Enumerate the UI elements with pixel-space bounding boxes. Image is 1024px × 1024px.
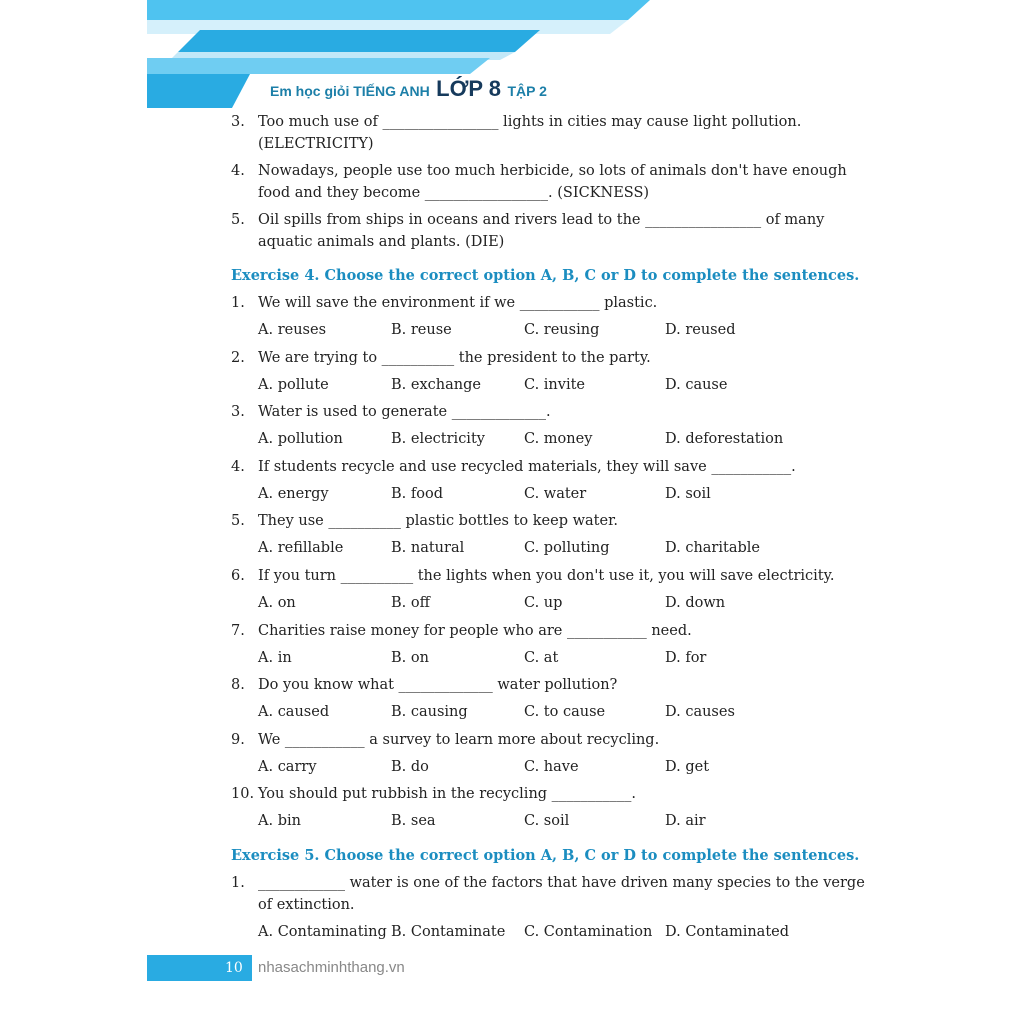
footer-website: nhasachminhthang.vn xyxy=(258,959,405,976)
option-a: A. pollution xyxy=(258,431,343,447)
option-d: D. soil xyxy=(665,486,711,502)
page-number: 10 xyxy=(225,960,243,976)
item-text: Oil spills from ships in oceans and rivers lead to the ________________ of many xyxy=(258,212,825,228)
option-b: B. causing xyxy=(391,704,468,720)
question-number: 10. xyxy=(231,786,255,802)
item-text: Too much use of ________________ lights in cities may cause light pollution. xyxy=(258,114,802,130)
option-a: A. bin xyxy=(258,813,301,829)
option-a: A. energy xyxy=(258,486,329,502)
book-header xyxy=(270,76,547,102)
item-text: (ELECTRICITY) xyxy=(258,136,374,152)
option-a: A. carry xyxy=(258,759,317,775)
option-c: C. polluting xyxy=(524,540,610,556)
question-number: 1. xyxy=(231,295,245,311)
question-number: 9. xyxy=(231,732,245,748)
option-c: C. invite xyxy=(524,377,586,393)
option-c: C. soil xyxy=(524,813,570,829)
question-number: 7. xyxy=(231,623,245,639)
header-grade: LỚP 8 xyxy=(436,76,502,101)
question-text: Do you know what _____________ water pollution? xyxy=(258,677,618,693)
option-d: D. get xyxy=(665,759,710,775)
item-text: Nowadays, people use too much herbicide, so lots of animals don't have enough xyxy=(258,163,847,179)
option-c: C. money xyxy=(524,431,593,447)
question-text: You should put rubbish in the recycling ___________. xyxy=(258,786,637,802)
exercise-4-title: Exercise 4. Choose the correct option A, B, C or D to complete the sentences. xyxy=(231,267,860,284)
option-b: B. off xyxy=(391,595,430,611)
option-b: B. Contaminate xyxy=(391,924,506,940)
item-number: 3. xyxy=(231,114,245,130)
question-number: 1. xyxy=(231,875,245,891)
option-b: B. on xyxy=(391,650,429,666)
item-text: food and they become _________________. (SICKNESS) xyxy=(258,185,650,201)
option-d: D. causes xyxy=(665,704,735,720)
header-volume: TẬP 2 xyxy=(507,83,547,99)
exercise-5-title: Exercise 5. Choose the correct option A, B, C or D to complete the sentences. xyxy=(231,847,860,864)
question-text: If you turn __________ the lights when you don't use it, you will save electricity. xyxy=(258,568,835,584)
option-d: D. cause xyxy=(665,377,728,393)
item-number: 5. xyxy=(231,212,245,228)
option-a: A. pollute xyxy=(258,377,329,393)
option-b: B. sea xyxy=(391,813,436,829)
option-b: B. food xyxy=(391,486,443,502)
question-number: 5. xyxy=(231,513,245,529)
option-d: D. Contaminated xyxy=(665,924,790,940)
option-c: C. up xyxy=(524,595,563,611)
option-c: C. Contamination xyxy=(524,924,653,940)
option-b: B. do xyxy=(391,759,429,775)
option-a: A. refillable xyxy=(258,540,344,556)
question-text: We will save the environment if we ___________ plastic. xyxy=(258,295,658,311)
question-text: If students recycle and use recycled materials, they will save ___________. xyxy=(258,459,796,475)
question-number: 6. xyxy=(231,568,245,584)
option-d: D. air xyxy=(665,813,706,829)
option-d: D. down xyxy=(665,595,726,611)
option-a: A. on xyxy=(258,595,296,611)
question-number: 2. xyxy=(231,350,245,366)
question-number: 3. xyxy=(231,404,245,420)
option-d: D. for xyxy=(665,650,707,666)
option-b: B. exchange xyxy=(391,377,481,393)
option-c: C. water xyxy=(524,486,587,502)
option-b: B. reuse xyxy=(391,322,452,338)
option-d: D. reused xyxy=(665,322,736,338)
option-a: A. Contaminating xyxy=(258,924,387,940)
question-text: ____________ water is one of the factors that have driven many species to the verge xyxy=(258,875,865,891)
option-c: C. reusing xyxy=(524,322,600,338)
question-number: 4. xyxy=(231,459,245,475)
question-text: They use __________ plastic bottles to keep water. xyxy=(258,513,619,529)
question-text: We ___________ a survey to learn more about recycling. xyxy=(258,732,660,748)
question-text: of extinction. xyxy=(258,897,355,913)
option-b: B. natural xyxy=(391,540,465,556)
option-d: D. charitable xyxy=(665,540,760,556)
question-text: Charities raise money for people who are ___________ need. xyxy=(258,623,692,639)
option-c: C. have xyxy=(524,759,579,775)
header-title: Em học giỏi TIẾNG ANH xyxy=(270,83,430,99)
option-a: A. caused xyxy=(258,704,330,720)
option-c: C. to cause xyxy=(524,704,606,720)
question-text: We are trying to __________ the president to the party. xyxy=(258,350,651,366)
item-text: aquatic animals and plants. (DIE) xyxy=(258,234,505,250)
item-number: 4. xyxy=(231,163,245,179)
option-a: A. in xyxy=(258,650,292,666)
option-c: C. at xyxy=(524,650,559,666)
question-number: 8. xyxy=(231,677,245,693)
option-b: B. electricity xyxy=(391,431,485,447)
question-text: Water is used to generate _____________. xyxy=(258,404,551,420)
option-d: D. deforestation xyxy=(665,431,784,447)
option-a: A. reuses xyxy=(258,322,327,338)
